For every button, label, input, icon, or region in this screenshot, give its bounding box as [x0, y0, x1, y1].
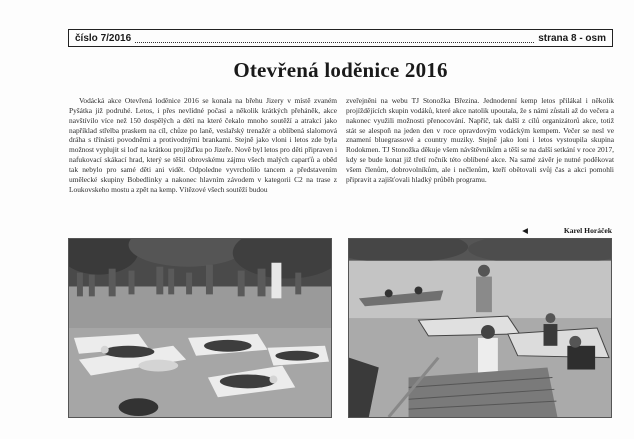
- page-number: strana 8 - osm: [538, 32, 606, 44]
- page-header: [68, 29, 613, 47]
- article-author: Karel Horáček: [563, 226, 612, 235]
- header-dotted-leader: [135, 34, 534, 43]
- article-text-left: Vodácká akce Otevřená loděnice 2016 se konala na břehu Jizery v místě zvaném Pyšátka již podruhé. Letos, i přes nevlídné počasí a několik krátkých přeháněk, akce navštívilo více než 150 dospělých a dětí na které čekalo mnoho soutěží a atrakcí jako například střelba praskem na cíl, chůze po laně, veslařský trenažér a oblíbená slalomová dráha s třínásti povodněmi a protivodnými brankami. Stejně jako vloni i letos zde byla možnost vyplujit si loď na krátkou projížďku po Jizeře. Nově byl letos pro děti připraven i nafukovací skákací hrad, který se těšil obrovskému zájmu všech malých caparťů a oběd tak nebylo pro samé děti ani vidět. Odpoledne vyvrcholilo tancem a představením umělecké skupiny Bobedlinky a nakonec hlavním závodem v kategorii C2 na trase z Loukovskeho mostu a zpět na kemp. Vítězové všech soutěží budou: [69, 96, 337, 194]
- issue-number: číslo 7/2016: [75, 32, 132, 44]
- photo-meadow-image: [69, 239, 331, 417]
- photo-river-image: [349, 239, 611, 417]
- photo-river-boats: [348, 238, 612, 418]
- photo-meadow-activities: [68, 238, 332, 418]
- article-title: Otevřená loděnice 2016: [233, 58, 448, 82]
- article-text-right: zveřejněni na webu TJ Stonožka Březina. Jednodenní kemp letos přilákal i několik projíždějících skupin vodáků, které akce natolik upoutala, že s námi zůstali až do večera a nakonec využili možnosti přenocování. Napříč, tak další z cílů organizátorů akce, totiž stát se alespoň na jeden den v roce opravdovým vodáckým kempem. Večer se nesl ve znamení bluegrassové a country muziky. Stejně jako loni i letos vystoupila skupina Rodokmen. TJ Stonožka děkuje všem návštěvníkům a těší se na další setkání v roce 2017, kdy se bude konat již třetí ročník této oblíbené akce. Na samé závěr je nutné poděkovat všem členům, dobrovolníkům, ale i nečlenům, kteří obětovali svůj čas a akci pomohli připravit a zajišťovali hladký průběh programu.: [346, 96, 614, 184]
- article-column-right: [346, 96, 614, 185]
- article-column-left: [69, 96, 337, 194]
- end-mark-icon: ◀: [522, 226, 528, 235]
- article-author-line: [346, 226, 612, 235]
